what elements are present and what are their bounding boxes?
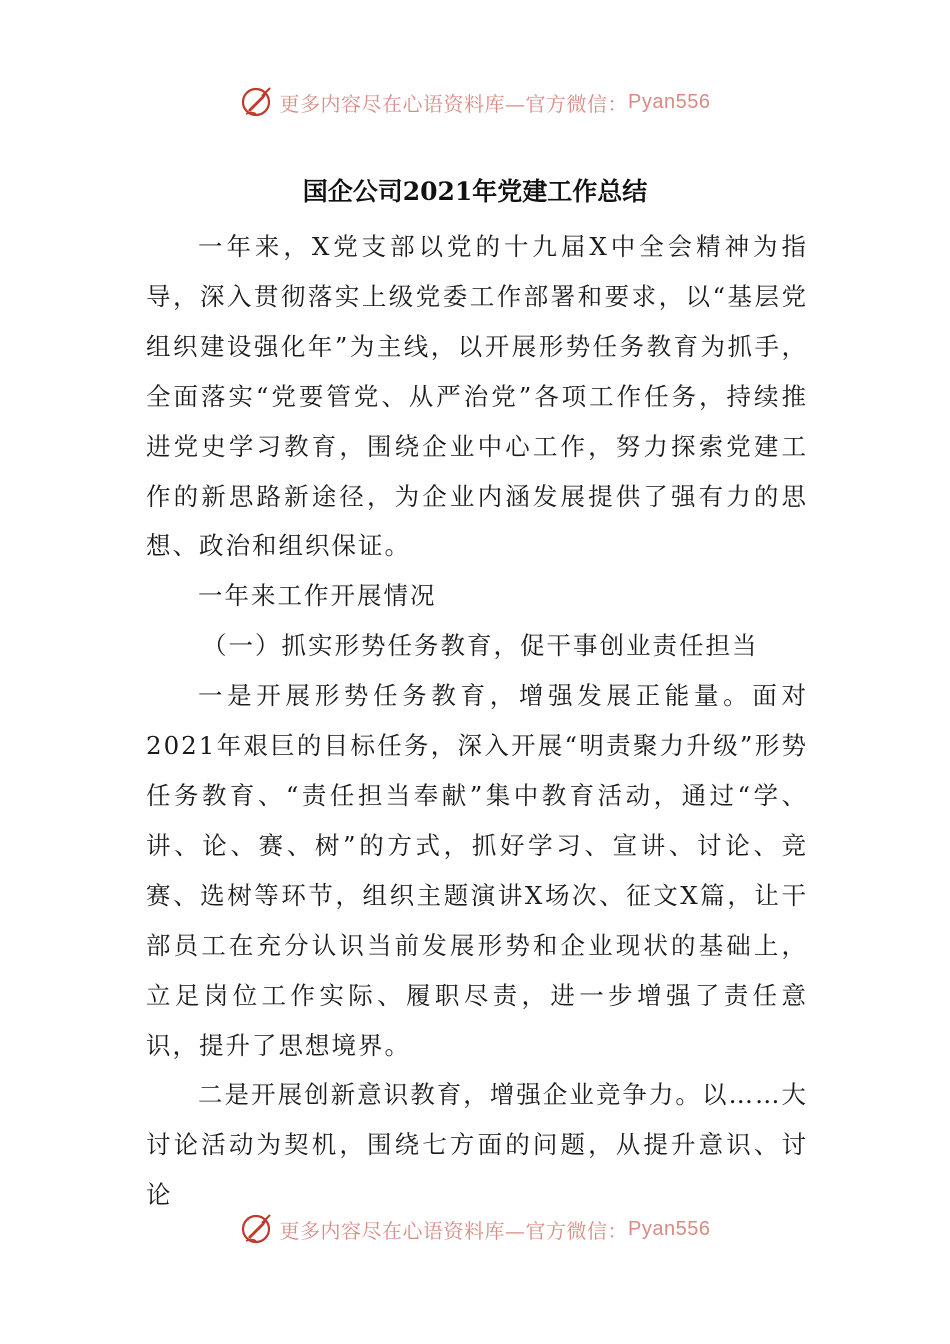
pen-nib-logo-icon: [240, 1211, 276, 1247]
watermark-banner-top: [0, 80, 950, 124]
paragraph-item-1: 一是开展形势任务教育，增强发展正能量。面对2021年艰巨的目标任务，深入开展“明责聚力升级”形势任务教育、“责任担当奉献”集中教育活动，通过“学、讲、论、赛、树”的方式，抓好学习、宣讲、讨论、竞赛、选树等环节，组织主题演讲X场次、征文X篇，让干部员工在充分认识当前发展形势和企业现状的基础上，立足岗位工作实际、履职尽责，进一步增强了责任意识，提升了思想境界。: [146, 681, 808, 1060]
watermark-banner-bottom: [0, 1207, 950, 1251]
watermark-wechat-id: Pyan556: [628, 1217, 711, 1240]
watermark-wechat-id: Pyan556: [628, 90, 711, 113]
pen-nib-logo-icon: [240, 84, 276, 120]
paragraph-item-2: 二是开展创新意识教育，增强企业竞争力。以……大讨论活动为契机，围绕七方面的问题，从提升意识、讨论: [146, 1080, 808, 1210]
section-heading: 一年来工作开展情况: [198, 581, 437, 611]
watermark-text: 更多内容尽在心语资料库—官方微信：: [279, 1218, 629, 1243]
watermark-text: 更多内容尽在心语资料库—官方微信：: [279, 91, 629, 116]
paragraph-intro: 一年来，X党支部以党的十九届X中全会精神为指导，深入贯彻落实上级党委工作部署和要求，以“基层党组织建设强化年”为主线，以开展形势任务教育为抓手，全面落实“党要管党、从严治党”各项工作任务，持续推进党史学习教育，围绕企业中心工作，努力探索党建工作的新思路新途径，为企业内涵发展提供了强有力的思想、政治和组织保证。: [146, 232, 808, 561]
document-body: [146, 222, 808, 1220]
document-title: 国企公司2021年党建工作总结: [302, 177, 648, 206]
subsection-heading: （一）抓实形势任务教育，促干事创业责任担当: [202, 631, 759, 661]
